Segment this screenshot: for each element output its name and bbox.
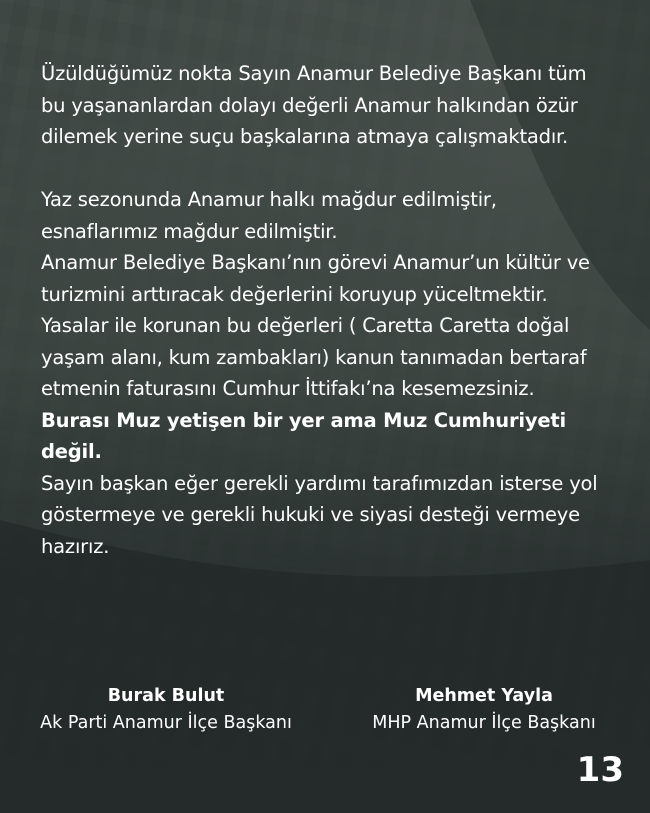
paragraph-duty: Anamur Belediye Başkanı’nın görevi Anamur’un kültür ve turizmini arttıracak değerlerini koruyup yüceltmektir. Yasalar ile korunan bu değerleri ( Caretta Caretta doğal yaşam alanı, kum zambakları) kanun tanımadan bertaraf etmenin faturasını Cumhur İttifakı’na kesemezsiniz. xyxy=(41,251,590,400)
paragraph-apology: Üzüldüğümüz nokta Sayın Anamur Belediye Başkanı tüm bu yaşananlardan dolayı değerli Anamur halkından özür dilemek yerine suçu başkalarına atmaya çalışmaktadır. xyxy=(41,62,587,148)
signer-right xyxy=(334,683,634,737)
signer-title: MHP Anamur İlçe Başkanı xyxy=(372,713,596,733)
paragraph-gap xyxy=(41,153,609,185)
paragraph-banana-statement: Burası Muz yetişen bir yer ama Muz Cumhuriyeti değil. xyxy=(41,408,567,463)
signer-name: Burak Bulut xyxy=(107,686,225,706)
page-number: 13 xyxy=(576,750,624,790)
signer-title: Ak Parti Anamur İlçe Başkanı xyxy=(40,713,292,733)
paragraph-offer: Sayın başkan eğer gerekli yardımı tarafımızdan isterse yol göstermeye ve gerekli hukuki ve siyasi desteği vermeye hazırız. xyxy=(41,471,598,558)
paragraph-season: Yaz sezonunda Anamur halkı mağdur edilmiştir, esnaflarımız mağdur edilmiştir. xyxy=(41,188,497,243)
signatures xyxy=(0,683,650,743)
signer-left xyxy=(16,683,316,737)
statement-body xyxy=(41,58,609,562)
signer-name: Mehmet Yayla xyxy=(415,686,553,706)
